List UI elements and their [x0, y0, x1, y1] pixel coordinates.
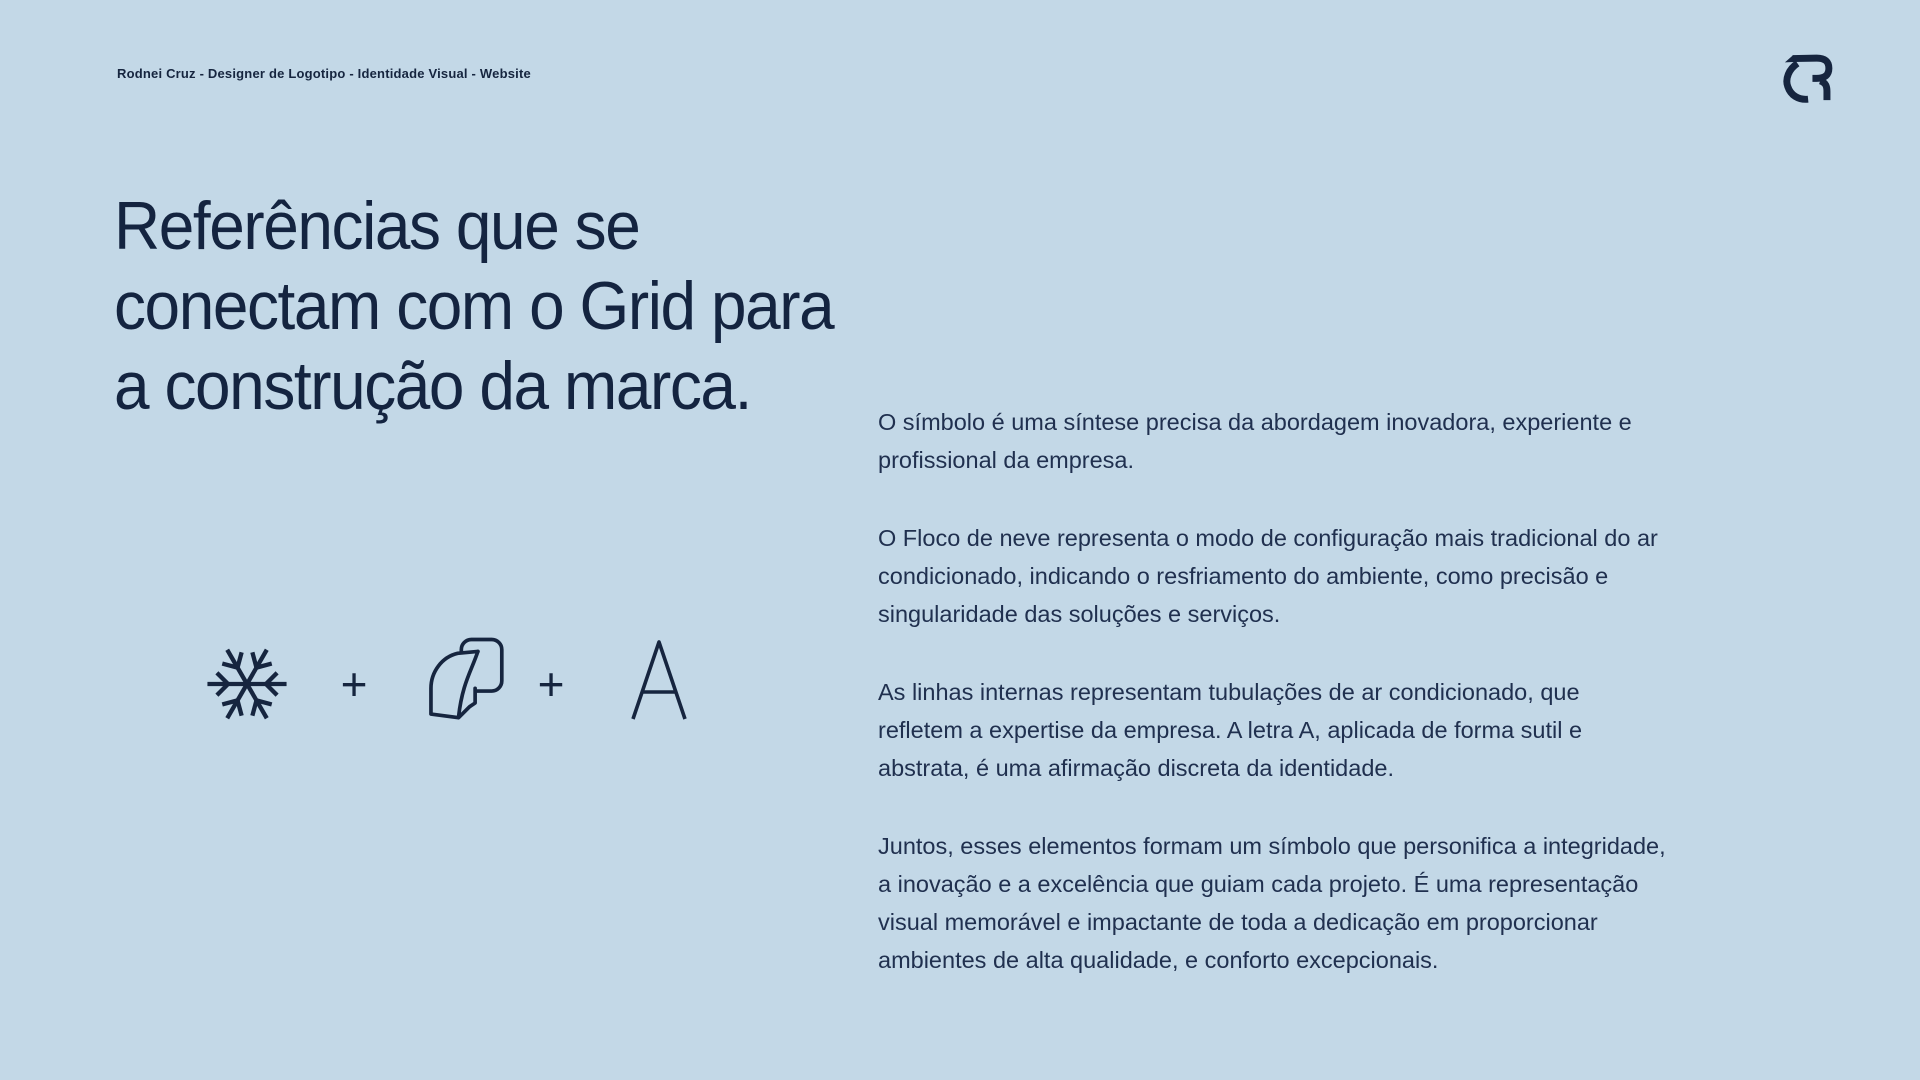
brand-r-logo-svg [1782, 46, 1840, 104]
paragraph-line: O símbolo é uma síntese precisa da abordagem inovadora, experiente e [878, 409, 1632, 435]
paragraph-line: Juntos, esses elementos formam um símbolo que personifica a integridade, [878, 833, 1666, 859]
paragraph-line: abstrata, é uma afirmação discreta da identidade. [878, 755, 1394, 781]
paragraph-snowflake [878, 519, 1868, 633]
plus-icon: + [340, 658, 368, 710]
paragraph-symbol-synthesis [878, 403, 1868, 479]
paragraph-line: visual memorável e impactante de toda a dedicação em proporcionar [878, 909, 1598, 935]
paragraph-line: As linhas internas representam tubulações de ar condicionado, que [878, 679, 1580, 705]
paragraph-line: refletem a expertise da empresa. A letra A, aplicada de forma sutil e [878, 717, 1583, 743]
paragraph-line: a inovação e a excelência que guiam cada projeto. É uma representação [878, 871, 1639, 897]
page-title-line-2: conectam com o Grid para [114, 268, 834, 344]
page-title-line-1: Referências que se [114, 188, 640, 264]
paragraph-line: ambientes de alta qualidade, e conforto excepcionais. [878, 947, 1439, 973]
paragraph-internal-lines [878, 673, 1868, 787]
plus-icon: + [537, 658, 565, 710]
snowflake-icon [204, 641, 290, 727]
page-title [114, 186, 833, 426]
page-title-line-3: a construção da marca. [114, 348, 751, 424]
designer-credit-text: Rodnei Cruz - Designer de Logotipo - Identidade Visual - Website [117, 66, 531, 81]
paragraph-line: profissional da empresa. [878, 447, 1135, 473]
duct-icon [419, 634, 511, 726]
body-copy [878, 403, 1868, 1019]
paragraph-conclusion [878, 827, 1868, 979]
brand-r-logo-icon [1782, 46, 1840, 104]
paragraph-line: O Floco de neve representa o modo de configuração mais tradicional do ar [878, 525, 1658, 551]
letter-a-icon [630, 640, 688, 720]
paragraph-line: singularidade das soluções e serviços. [878, 601, 1281, 627]
paragraph-line: condicionado, indicando o resfriamento do ambiente, como precisão e [878, 563, 1609, 589]
